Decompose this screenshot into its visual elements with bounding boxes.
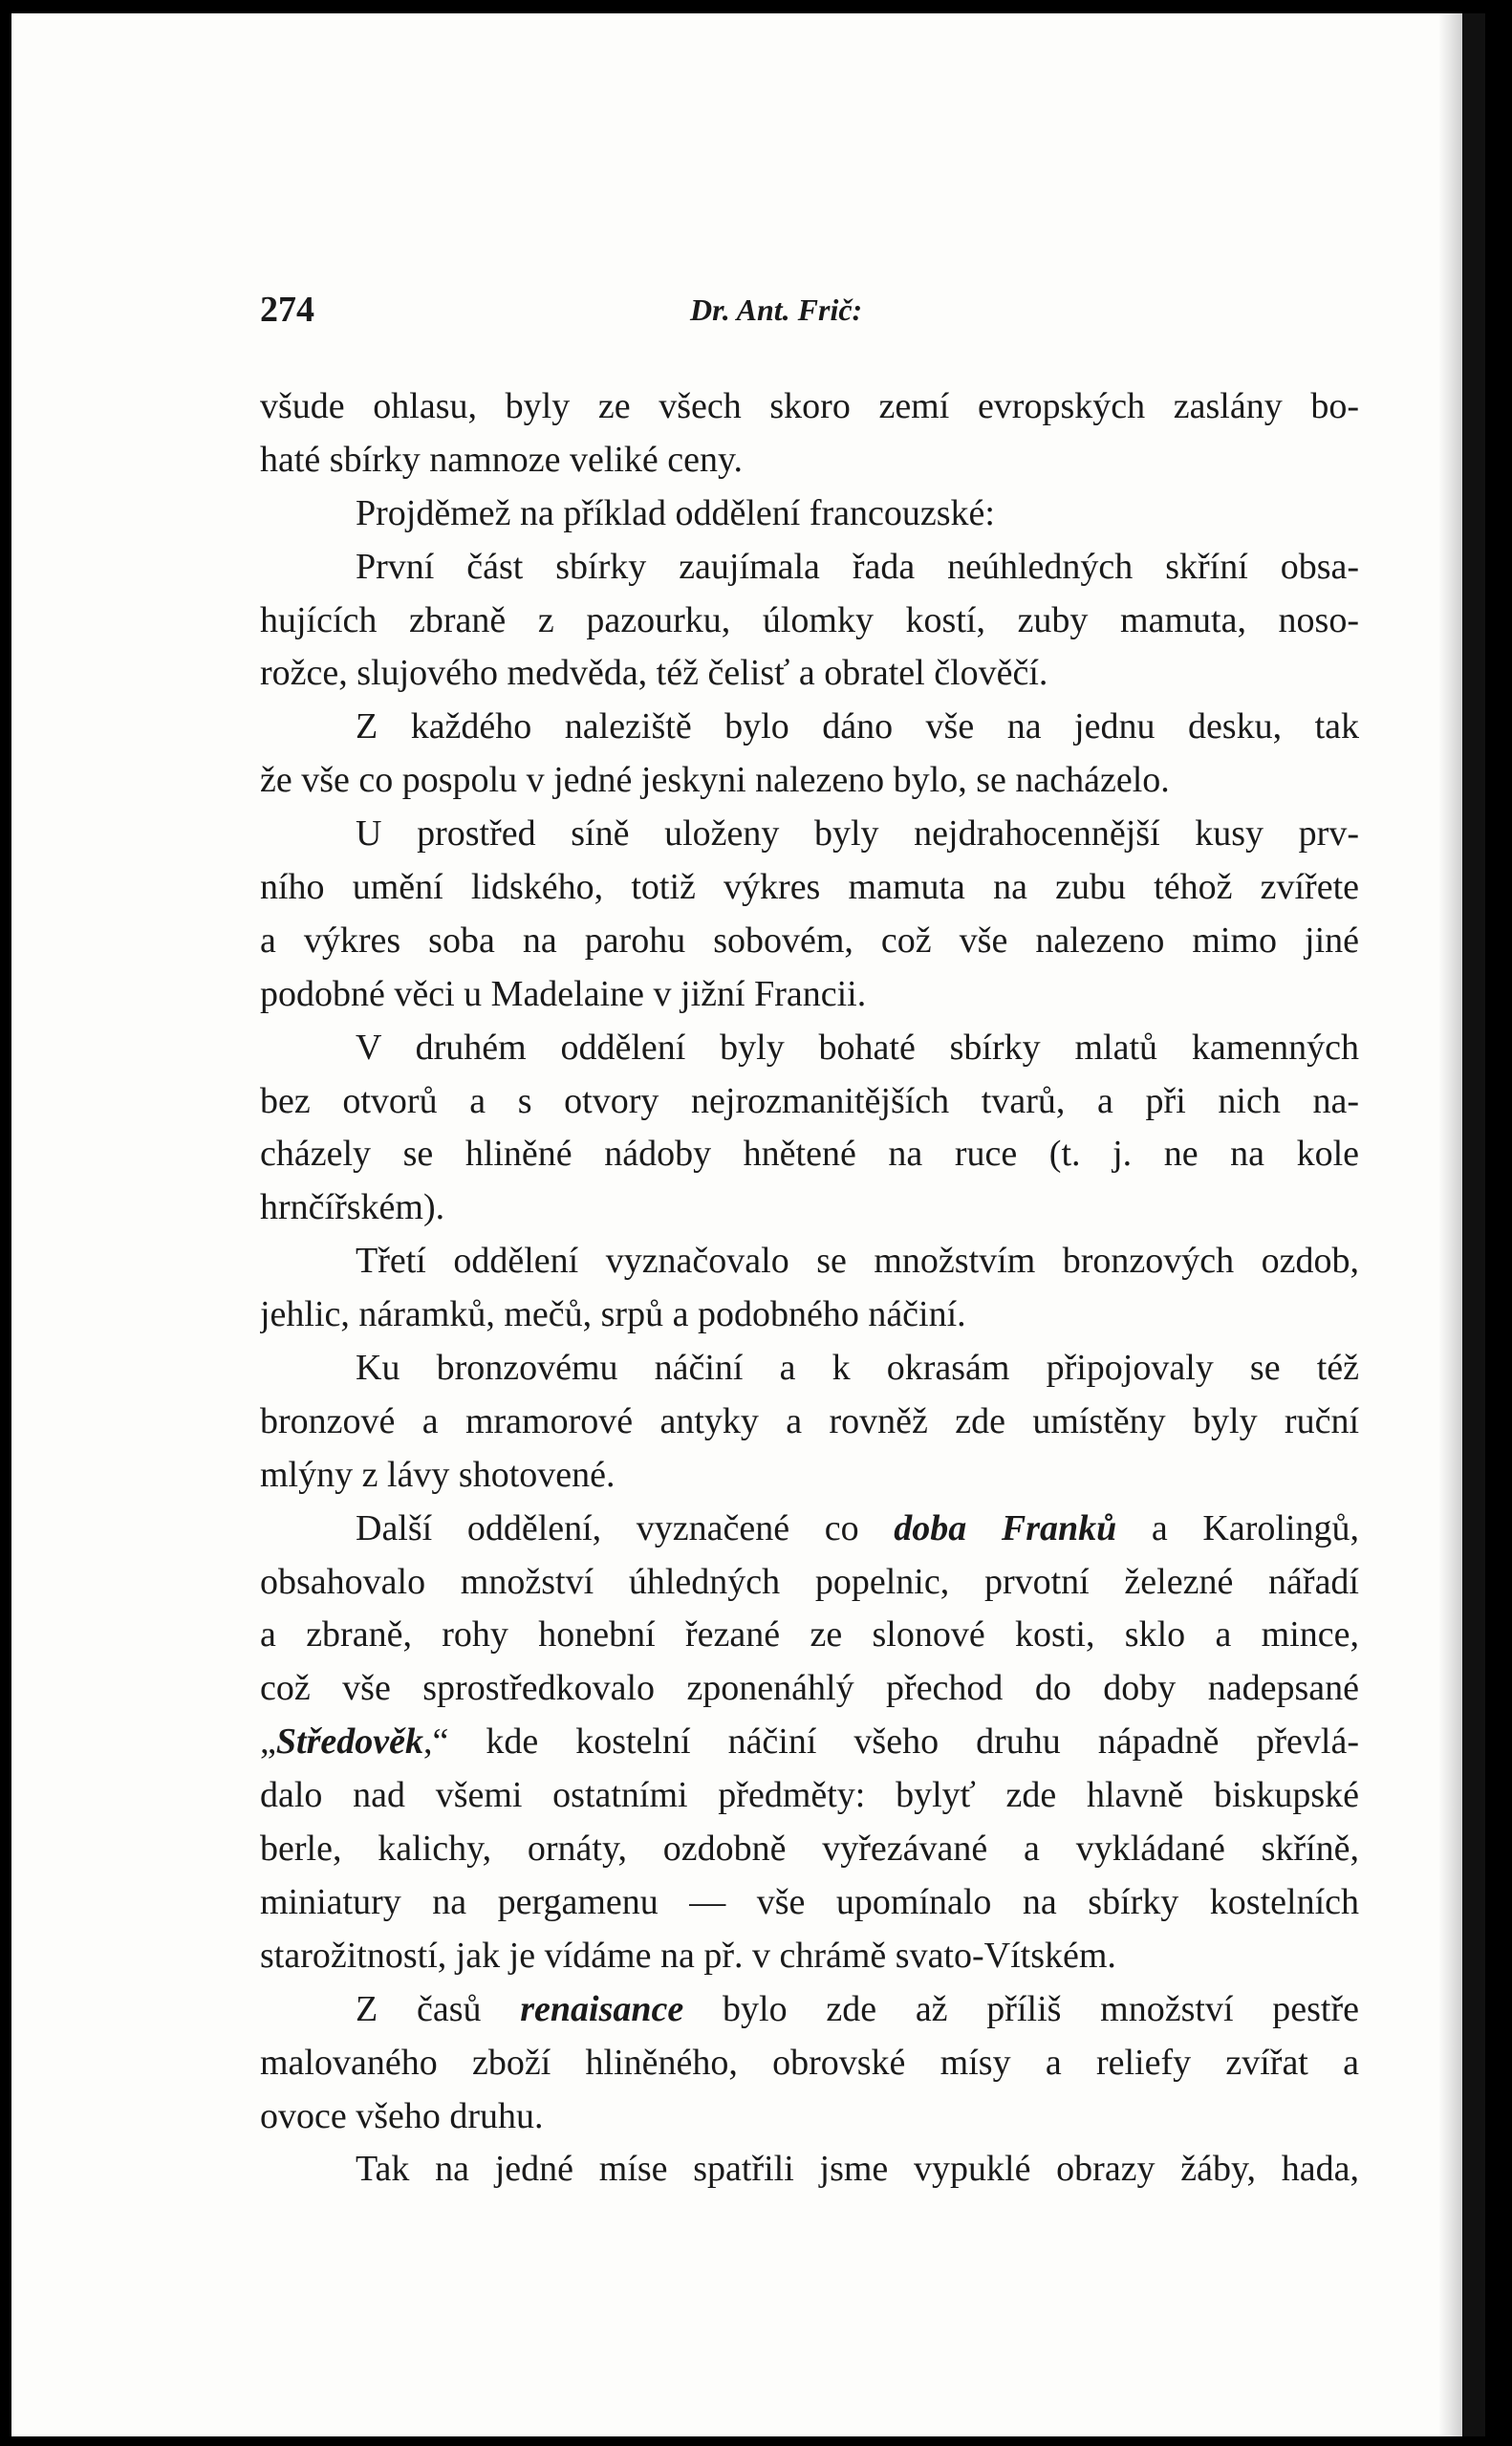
text-line (260, 1235, 1359, 1288)
line-text: bylo zde až příliš množství pestře (683, 1988, 1359, 2029)
line-text: hrnčířském). (260, 1187, 445, 1228)
emphasis-text: renaisance (520, 1988, 684, 2029)
line-text: miniatury na pergamenu — vše upomínalo na sbírky kostelních (260, 1881, 1359, 1922)
text-line (260, 1449, 1359, 1503)
line-text: ovoce všeho druhu. (260, 2095, 544, 2136)
line-text: ,“ kde kostelní náčiní všeho druhu nápadně převlá- (422, 1721, 1359, 1763)
page-number: 274 (260, 290, 314, 330)
text-line (260, 541, 1359, 595)
text-line (260, 915, 1359, 968)
text-line (260, 1823, 1359, 1876)
line-text: jehlic, náramků, mečů, srpů a podobného náčiní. (260, 1294, 966, 1335)
line-text: že vše co pospolu v jedné jeskyni nalezeno bylo, se nacházelo. (260, 760, 1170, 801)
line-text: mlýny z lávy shotovené. (260, 1454, 616, 1495)
text-line (260, 1288, 1359, 1342)
line-text: a Karolingů, (1116, 1507, 1359, 1548)
line-text: všude ohlasu, byly ze všech skoro zemí evropských zaslány bo- (260, 386, 1359, 426)
line-text: Projděmež na příklad oddělení francouzské: (356, 492, 995, 533)
line-text: Ku bronzovému náčiní a k okrasám připojovaly se též (356, 1348, 1359, 1389)
text-line (260, 2143, 1359, 2197)
text-line (260, 2090, 1359, 2144)
text-line (260, 487, 1359, 541)
line-text: Tak na jedné míse spatřili jsme vypuklé obrazy žáby, hada, (356, 2149, 1359, 2190)
text-line (260, 1662, 1359, 1716)
line-text: a zbraně, rohy honební řezané ze slonové kosti, sklo a mince, (260, 1614, 1359, 1656)
text-line (260, 1128, 1359, 1181)
text-line (260, 380, 1359, 434)
text-line (260, 968, 1359, 1022)
emphasis-text: doba Franků (894, 1507, 1117, 1548)
line-text: obsahovalo množství úhledných popelnic, prvotní železné nářadí (260, 1561, 1359, 1602)
line-text: cházely se hliněné nádoby hnětené na ruce (t. j. ne na kole (260, 1134, 1359, 1175)
line-text: Z každého naleziště bylo dáno vše na jednu desku, tak (356, 706, 1359, 747)
text-line (260, 1342, 1359, 1396)
line-text: starožitností, jak je vídáme na př. v chrámě svato-Vítském. (260, 1935, 1116, 1976)
text-line (260, 1075, 1359, 1129)
text-line (260, 861, 1359, 915)
text-line (260, 1396, 1359, 1449)
line-text: ního umění lidského, totiž výkres mamuta na zubu téhož zvířete (260, 867, 1359, 908)
text-line (260, 1983, 1359, 2037)
text-line (260, 647, 1359, 701)
text-line (260, 595, 1359, 648)
text-line (260, 701, 1359, 754)
line-text: malovaného zboží hliněného, obrovské mísy a reliefy zvířat a (260, 2042, 1359, 2083)
text-line (260, 1181, 1359, 1235)
text-line (260, 1609, 1359, 1662)
text-line (260, 1930, 1359, 1983)
line-text: berle, kalichy, ornáty, ozdobně vyřezávané a vykládané skříně, (260, 1829, 1359, 1870)
line-text: haté sbírky namnoze veliké ceny. (260, 439, 744, 480)
line-text: bronzové a mramorové antyky a rovněž zde umístěny byly ruční (260, 1400, 1359, 1441)
line-text: Z časů (356, 1988, 521, 2029)
line-text: U prostřed síně uloženy byly nejdrahocennější kusy prv- (356, 813, 1359, 855)
page-header (260, 289, 1371, 336)
line-text: což vše sprostředkovalo zponenáhlý přechod do doby nadepsané (260, 1668, 1359, 1709)
body-text (260, 380, 1359, 2197)
text-line (260, 1556, 1359, 1610)
line-text: hujících zbraně z pazourku, úlomky kostí, zuby mamuta, noso- (260, 599, 1359, 640)
text-line (260, 434, 1359, 487)
line-text: bez otvorů a s otvory nejrozmanitějších tvarů, a při nich na- (260, 1080, 1359, 1121)
line-text: rožce, slujového medvěda, též čelisť a obratel člověčí. (260, 653, 1048, 694)
line-text: „ (260, 1721, 276, 1763)
text-line (260, 2037, 1359, 2090)
line-text: Třetí oddělení vyznačovalo se množstvím bronzových ozdob, (356, 1241, 1359, 1282)
line-text: a výkres soba na parohu sobovém, což vše nalezeno mimo jiné (260, 920, 1359, 961)
line-text: První část sbírky zaujímala řada neúhledných skříní obsa- (356, 546, 1359, 587)
page-edge-shading (1438, 13, 1462, 2436)
running-head: Dr. Ant. Frič: (690, 292, 863, 327)
text-line (260, 1769, 1359, 1823)
text-line (260, 1022, 1359, 1075)
text-line (260, 1716, 1359, 1769)
emphasis-text: Středověk (275, 1721, 423, 1763)
line-text: Další oddělení, vyznačené co (356, 1507, 895, 1548)
text-line (260, 1503, 1359, 1556)
text-line (260, 1876, 1359, 1930)
text-line (260, 754, 1359, 808)
line-text: V druhém oddělení byly bohaté sbírky mlatů kamenných (356, 1027, 1359, 1068)
text-line (260, 808, 1359, 861)
line-text: podobné věci u Madelaine v jižní Francii. (260, 973, 867, 1014)
line-text: dalo nad všemi ostatními předměty: bylyť zde hlavně biskupské (260, 1775, 1359, 1816)
scan-right-edge (1462, 13, 1485, 2436)
